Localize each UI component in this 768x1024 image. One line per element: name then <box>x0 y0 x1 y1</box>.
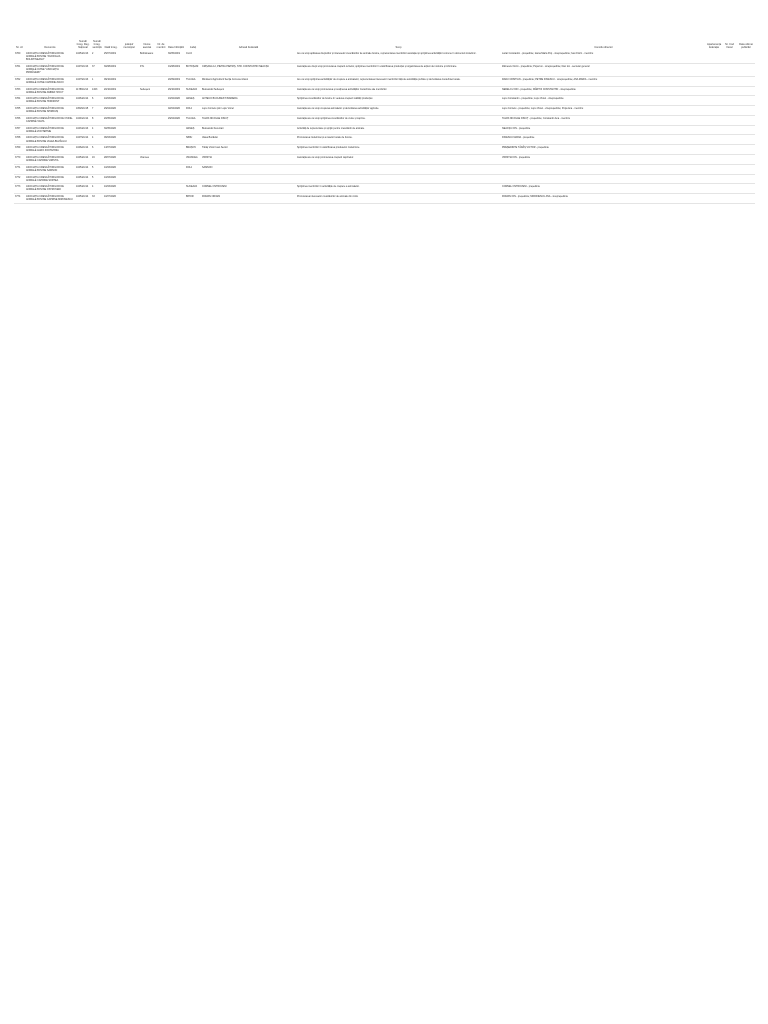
county-name: SUCEAVA <box>185 86 201 96</box>
column-header: Apartenența federație <box>707 43 722 49</box>
sentence-number: 8 <box>91 115 103 125</box>
county <box>119 164 139 174</box>
associate-name: Bolintineanu <box>139 51 155 63</box>
registry-number: 10479/A/13 <box>75 76 91 86</box>
registry-number: 10464/A/14 <box>75 96 91 106</box>
federation <box>706 51 722 63</box>
publication-date <box>737 174 755 184</box>
table-row <box>14 115 755 125</box>
table-row <box>14 135 755 145</box>
column-header: județul/ municipiul <box>123 43 135 49</box>
county-name: ARGEȘ <box>185 125 201 135</box>
county-name: TULCEA <box>185 115 201 125</box>
row-number: 3764 <box>14 96 25 106</box>
member-count <box>155 194 167 204</box>
founding-date <box>167 174 185 184</box>
registry-table <box>14 40 755 204</box>
sentence-number: 2 <box>91 51 103 63</box>
sentence-number: 5 <box>91 174 103 184</box>
associate-name <box>139 96 155 106</box>
row-number: 3766 <box>14 115 25 125</box>
federation <box>706 164 722 174</box>
county-name <box>185 174 201 184</box>
row-number: 3762 <box>14 76 25 86</box>
row-number: 3771 <box>14 164 25 174</box>
board-members: Lupu Constantin - președinte; Lupu Viorel - vicepreședinte <box>501 96 706 106</box>
association-name: ASOCIAȚIA CRESCĂTORILOR DE ANIMALE CAPRINE VIRISTIA <box>25 155 75 165</box>
address: Bulevardul Sebeșeni <box>201 86 296 96</box>
publication-date <box>737 125 755 135</box>
founding-date: 02/04/2020 <box>167 106 185 116</box>
county <box>119 63 139 76</box>
purpose-text <box>296 174 501 184</box>
federation <box>706 174 722 184</box>
county <box>119 51 139 63</box>
address: ROMAN ORIGIN <box>201 194 296 204</box>
member-count <box>155 63 167 76</box>
column-header: Consiliu director <box>594 46 613 49</box>
publication-date <box>737 63 755 76</box>
federation <box>706 86 722 96</box>
sentence-number: 33 <box>91 194 103 204</box>
row-number: 3773 <box>14 184 25 194</box>
federation <box>706 63 722 76</box>
tax-code <box>722 86 737 96</box>
founding-date <box>167 164 185 174</box>
founding-date <box>167 145 185 155</box>
address: Valea Buzăului <box>201 135 296 145</box>
publication-date <box>737 106 755 116</box>
column-header: Nr. Cod fiscal <box>725 43 734 49</box>
tax-code <box>722 164 737 174</box>
federation <box>706 76 722 86</box>
county-name: ARGEȘ <box>185 96 201 106</box>
purpose-text: Asociația are ca scop sprijinirea crescătorilor de ovine și caprine. <box>296 115 501 125</box>
founding-date: 01/08/2019 <box>167 63 185 76</box>
member-count <box>155 125 167 135</box>
registry-number: 10454/A/13 <box>75 51 91 63</box>
associate-name <box>139 184 155 194</box>
purpose-text: Sprijinirea crescătorilor de bovine în vederea creșterii calității producției. <box>296 96 501 106</box>
associate-name <box>139 135 155 145</box>
sentence-number: 1 <box>91 76 103 86</box>
founding-date <box>167 194 185 204</box>
founding-date <box>167 125 185 135</box>
county-name: DOLJ <box>185 164 201 174</box>
registration-date: 10/03/2020 <box>103 164 119 174</box>
row-number: 3768 <box>14 135 25 145</box>
registration-date: 29/04/2020 <box>103 106 119 116</box>
sentence-number: 6 <box>91 145 103 155</box>
sentence-number: 16 <box>91 155 103 165</box>
federation <box>706 145 722 155</box>
federation <box>706 135 722 145</box>
purpose-text: Are ca scop sprijinirea activităților de creștere a animalelor, reprezentarea intereselor membrilor față de autoritățile publice și dezvoltarea zootehniei locale. <box>296 76 501 86</box>
column-header: Data ultimei publicări <box>739 43 753 49</box>
board-members: Zărnescu Florin - președinte; Popa Ion - vicepreședinte; Dan Ion - secretar general <box>501 63 706 76</box>
association-name: ASOCIAȚIA CRESCĂTORILOR DE ANIMALE AGRO ZOOTEHNIA <box>25 145 75 155</box>
associate-name <box>139 174 155 184</box>
registry-number: 10454/A/14 <box>75 155 91 165</box>
tax-code <box>722 63 737 76</box>
row-number: 3772 <box>14 174 25 184</box>
purpose-text: Asociația are ca scop promovarea și susținerea activităților zootehnice ale membrilor. <box>296 86 501 96</box>
associate-name <box>139 115 155 125</box>
purpose-text: Asociația are drept scop promovarea creșterii ovinelor, sprijinirea membrilor în valorificarea producției și organizarea de acțiuni de instruire și informare. <box>296 63 501 76</box>
county <box>119 106 139 116</box>
purpose-text: Promovarea zootehniei și a raselor locale de bovine. <box>296 135 501 145</box>
table-row <box>14 184 755 194</box>
member-count <box>155 164 167 174</box>
county <box>119 155 139 165</box>
tax-code <box>722 174 737 184</box>
federation <box>706 115 722 125</box>
table-row <box>14 164 755 174</box>
address: Tărâș Victor Ioan Sector <box>201 145 296 155</box>
table-row <box>14 76 755 86</box>
registration-date: 10/03/2020 <box>103 184 119 194</box>
member-count <box>155 76 167 86</box>
registry-number: 10470/A/13 <box>75 63 91 76</box>
registry-number: 10454/A/14 <box>75 184 91 194</box>
member-count <box>155 145 167 155</box>
purpose-text: Sprijinirea membrilor în activitățile de creștere a animalelor. <box>296 184 501 194</box>
county-name: DOLJ <box>185 106 201 116</box>
table-row <box>14 63 755 76</box>
row-number: 3760 <box>14 51 25 63</box>
county <box>119 174 139 184</box>
purpose-text: Sprijinirea membrilor în valorificarea produselor zootehnice. <box>296 145 501 155</box>
county <box>119 145 139 155</box>
address: CORNEL OSTROVENI <box>201 184 296 194</box>
board-members <box>501 174 706 184</box>
member-count <box>155 135 167 145</box>
associate-name <box>139 125 155 135</box>
county <box>119 125 139 135</box>
table-row <box>14 155 755 165</box>
column-header: Număr înreg. Reg. Național <box>76 40 90 49</box>
associate-name: Sebeșeni <box>139 86 155 96</box>
registry-number: 10434/A/13 <box>75 125 91 135</box>
registration-date: 10/07/2020 <box>103 194 119 204</box>
row-number: 3765 <box>14 106 25 116</box>
association-name: ASOCIAȚIA CRESCĂTORILOR DE ANIMALE BOVINE CAPRINE MIRONESCU <box>25 194 75 204</box>
publication-date <box>737 76 755 86</box>
sentence-number: 1323 <box>91 86 103 96</box>
row-number: 3763 <box>14 86 25 96</box>
row-number: 3761 <box>14 63 25 76</box>
row-number: 3774 <box>14 194 25 204</box>
publication-date <box>737 115 755 125</box>
association-name: ASOCIAȚIA CRESCĂTORILOR DE ANIMALE BOVINE AMBRA "ROCI" <box>25 86 75 96</box>
registration-date: 28/07/2020 <box>103 155 119 165</box>
board-members: NEACȘU ION - președinte <box>501 125 706 135</box>
table-row <box>14 125 755 135</box>
purpose-text: Are ca scop apărarea drepturilor și intereselor crescătorilor de animale bovine, reprezentarea membrilor asociației și sprijinirea activităților comune în domeniul zootehnic. <box>296 51 501 63</box>
publication-date <box>737 135 755 145</box>
tax-code <box>722 135 737 145</box>
registration-date: 30/05/2020 <box>103 125 119 135</box>
associate-name <box>139 164 155 174</box>
board-members: CORNEL OSTROVENI - președinte <box>501 184 706 194</box>
publication-date <box>737 96 755 106</box>
association-name: ASOCIAȚIA CRESCĂTORILOR DE ANIMALE CAPRINE SORTEA <box>25 174 75 184</box>
column-header: Scop <box>395 46 402 49</box>
federation <box>706 184 722 194</box>
association-name: ASOCIAȚIA CRESCĂTORILOR DE ANIMALE OVINE "ASOCIAȚIA PRIMĂVERII" <box>25 63 75 76</box>
tax-code <box>722 194 737 204</box>
table-row <box>14 106 755 116</box>
board-members <box>501 164 706 174</box>
address: VIRISTIA <box>201 155 296 165</box>
registry-sheet <box>14 40 754 204</box>
table-row <box>14 96 755 106</box>
table-row <box>14 51 755 63</box>
column-header: Data înființării <box>168 46 184 49</box>
county-name: BRAȘOV <box>185 145 201 155</box>
tax-code <box>722 51 737 63</box>
associate-name <box>139 145 155 155</box>
column-header: Număr înreg. sentință <box>92 40 102 49</box>
registry-number: 10454/A/14 <box>75 164 91 174</box>
member-count <box>155 51 167 63</box>
address <box>201 174 296 184</box>
column-header: Nr. crt <box>16 46 23 49</box>
county-name: SUCEAVA <box>185 184 201 194</box>
column-header: Județ <box>189 46 197 49</box>
sentence-number: 4 <box>91 184 103 194</box>
publication-date <box>737 86 755 96</box>
tax-code <box>722 145 737 155</box>
tax-code <box>722 184 737 194</box>
founding-date <box>167 135 185 145</box>
association-name: ASOCIAȚIA CRESCĂTORILOR DE ANIMALE ZOOTEHNIE <box>25 125 75 135</box>
county <box>119 76 139 86</box>
association-name: ASOCIAȚIA CRESCĂTORILOR DE ANIMALE BOVINE SAMSON <box>25 164 75 174</box>
member-count <box>155 96 167 106</box>
county-name: BOTOȘANI <box>185 63 201 76</box>
member-count <box>155 86 167 96</box>
address: TALPA NICOLAE IONUȚ <box>201 115 296 125</box>
column-header: Adresă Federală <box>238 46 259 49</box>
sentence-number: 37 <box>91 63 103 76</box>
purpose-text: Promovarea intereselor crescătorilor de animale din zonă. <box>296 194 501 204</box>
tax-code <box>722 115 737 125</box>
purpose-text <box>296 164 501 174</box>
founding-date: 29/10/2019 <box>167 86 185 96</box>
purpose-text: Asociația are ca scop promovarea creșterii caprinelor. <box>296 155 501 165</box>
table-row <box>14 174 755 184</box>
registry-number: 10454/A/14 <box>75 174 91 184</box>
registry-number: 10454/A/14 <box>75 194 91 204</box>
board-members: RADU CRISTIAN - președinte; PETRE IONESCU - vicepreședinte; ANA MARIA - membru <box>501 76 706 86</box>
county-name: VRANCEA <box>185 155 201 165</box>
registration-date: 20/05/2020 <box>103 115 119 125</box>
member-count <box>155 115 167 125</box>
tax-code <box>722 155 737 165</box>
publication-date <box>737 194 755 204</box>
sentence-number: 7 <box>91 106 103 116</box>
member-count <box>155 174 167 184</box>
sentence-number: 4 <box>91 135 103 145</box>
registration-date: 10/03/2020 <box>103 174 119 184</box>
sentence-number: 4 <box>91 125 103 135</box>
member-count <box>155 155 167 165</box>
member-count <box>155 184 167 194</box>
registry-number: 10491/A/14 <box>75 115 91 125</box>
associate-name <box>139 76 155 86</box>
row-number: 3769 <box>14 145 25 155</box>
association-name: ASOCIAȚIA CRESCĂTORILOR DE OVINE-CAPRINE TALPA <box>25 115 75 125</box>
board-members: ROMAN ION - președinte; MIRONESCU ANA - vicepreședinte <box>501 194 706 204</box>
table-body <box>14 51 755 203</box>
address: ANTECO BUCURESTI BARIERA <box>201 96 296 106</box>
table-row <box>14 145 755 155</box>
association-name: ASOCIAȚIA CRESCĂTORILOR DE ANIMALE BOVINE OSTROVENI <box>25 184 75 194</box>
publication-date <box>737 155 755 165</box>
association-name: ASOCIAȚIA CRESCĂTORILOR DE ANIMALE BOVINE HORIZONT <box>25 96 75 106</box>
address: SAMSON <box>201 164 296 174</box>
registration-date: 09/10/2019 <box>103 76 119 86</box>
tax-code <box>722 106 737 116</box>
registry-number: 10462/A/14 <box>75 145 91 155</box>
publication-date <box>737 164 755 174</box>
federation <box>706 155 722 165</box>
member-count <box>155 106 167 116</box>
federation <box>706 106 722 116</box>
county <box>119 115 139 125</box>
associate-name: P.N. <box>139 63 155 76</box>
address: Bulevardul Ferentari <box>201 125 296 135</box>
county-name: CLUJ <box>185 51 201 63</box>
publication-date <box>737 184 755 194</box>
founding-date: 16/02/2020 <box>167 96 185 106</box>
column-header: Denumire <box>44 46 56 49</box>
founding-date: 20/09/2019 <box>167 76 185 86</box>
federation <box>706 194 722 204</box>
registration-date: 20/10/2019 <box>103 86 119 96</box>
board-members: NEDELCU ION - președinte; MĂRTOI CONSTANTIN - vicepreședinte <box>501 86 706 96</box>
tax-code <box>722 125 737 135</box>
county-name: BIHOR <box>185 194 201 204</box>
board-members: Lazar Constantin - președinte; Ioana Maria Pop - vicepreședinte; Ivan Florin - membru <box>501 51 706 63</box>
association-name: ASOCIAȚIA CRESCĂTORILOR DE ANIMALE BOVINE VALEA BUZĂULUI <box>25 135 75 145</box>
registration-date: 25/07/2019 <box>103 51 119 63</box>
county <box>119 194 139 204</box>
registry-number: 10479/A/14 <box>75 135 91 145</box>
registration-date: 13/07/2020 <box>103 145 119 155</box>
federation <box>706 96 722 106</box>
sentence-number: 6 <box>91 96 103 106</box>
board-members: VIRISTIA ION - președinte <box>501 155 706 165</box>
association-name: ASOCIAȚIA CRESCĂTORILOR DE ANIMALE BOVINE "ASOFIGLIA BOLINTINEANU" <box>25 51 75 63</box>
column-header: Nume asociat <box>142 43 152 49</box>
sentence-number: 5 <box>91 164 103 174</box>
row-number: 3770 <box>14 155 25 165</box>
column-header: Nr. de membri <box>156 43 166 49</box>
associate-name <box>139 194 155 204</box>
county <box>119 86 139 96</box>
table-header-row <box>14 40 755 51</box>
table-row <box>14 194 755 204</box>
registration-date: 10/03/2020 <box>103 96 119 106</box>
row-number: 3767 <box>14 125 25 135</box>
board-members: Lupu Cornelu - președinte; Lupu Viorel - vicepreședinte; Popa Ana - membru <box>501 106 706 116</box>
tax-code <box>722 96 737 106</box>
registry-number: 10526/A/15 <box>75 106 91 116</box>
purpose-text: Activități de reprezentare și sprijin pentru crescătorii de animale. <box>296 125 501 135</box>
publication-date <box>737 51 755 63</box>
founding-date: 30/05/2019 <box>167 51 185 63</box>
county-name: SIBIU <box>185 135 201 145</box>
founding-date <box>167 155 185 165</box>
county-name: TULCEA <box>185 76 201 86</box>
registry-number: 11789/A/14 <box>75 86 91 96</box>
associate-name: Vrancea <box>139 155 155 165</box>
associate-name <box>139 106 155 116</box>
tax-code <box>722 76 737 86</box>
purpose-text: Asociația are ca scop creșterea animalelor și dezvoltarea activităților agricole. <box>296 106 501 116</box>
county <box>119 96 139 106</box>
founding-date <box>167 184 185 194</box>
registration-date: 30/08/2019 <box>103 63 119 76</box>
publication-date <box>737 145 755 155</box>
founding-date: 29/04/2020 <box>167 115 185 125</box>
board-members: TALPA NICOLAE IONUȚ - președinte; Constantin Ana - membru <box>501 115 706 125</box>
address: Lupu Cornelu prin Lupu Viorel <box>201 106 296 116</box>
registration-date: 06/03/2020 <box>103 135 119 145</box>
association-name: ASOCIAȚIA CRESCĂTORILOR DE ANIMALE OVINE CAPRINE ZAVOI <box>25 76 75 86</box>
board-members: IONESCU MARIA - președinte <box>501 135 706 145</box>
county <box>119 184 139 194</box>
county <box>119 135 139 145</box>
board-members: PREȘEDINTE TĂRÂȘ VICTOR - președinte <box>501 145 706 155</box>
address: CRIȘANA 12, PIETRA PIETRIȘ, STR. CONSTANTIN NEACȘU <box>201 63 296 76</box>
federation <box>706 125 722 135</box>
association-name: ASOCIAȚIA CRESCĂTORILOR DE ANIMALE BOVINE SPIRIDUȘ <box>25 106 75 116</box>
table-row <box>14 86 755 96</box>
column-header: Dată înreg. <box>104 46 118 49</box>
address: Ministerul Agriculturii Secția Comunei Zavoi <box>201 76 296 86</box>
address <box>201 51 296 63</box>
